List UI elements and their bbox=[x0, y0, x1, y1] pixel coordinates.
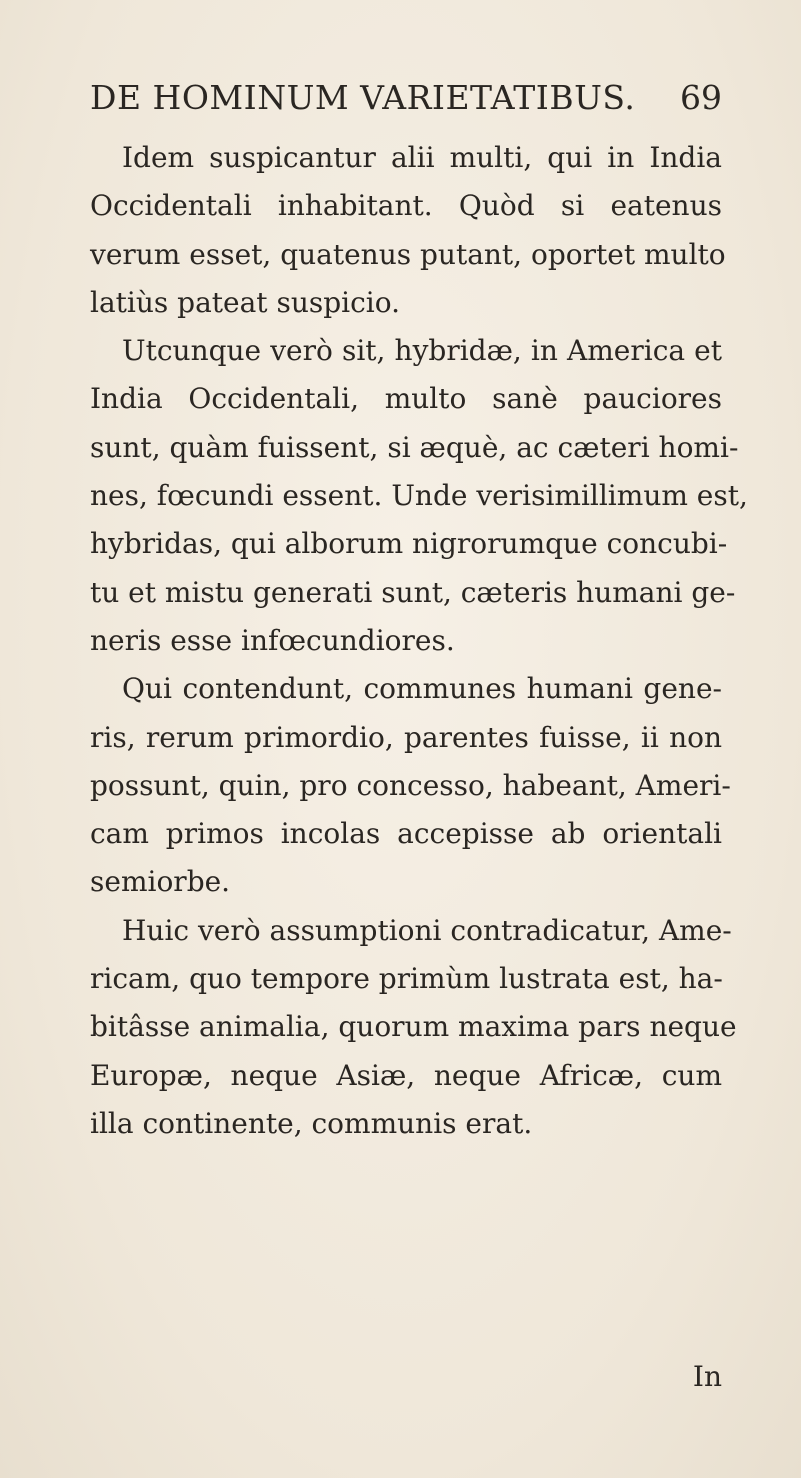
text-line: hybridas, qui alborum nigrorumque concubi- bbox=[90, 527, 728, 561]
text-line: Huic verò assumptioni contradicatur, Ame- bbox=[122, 913, 732, 947]
text-line: possunt, quin, pro concesso, habeant, Ameri- bbox=[90, 768, 731, 802]
body-text bbox=[90, 134, 748, 1148]
text-line: Occidentali inhabitant. Quòd si eatenus bbox=[90, 189, 722, 223]
text-line: ricam, quo tempore primùm lustrata est, ha- bbox=[90, 962, 723, 996]
text-line: tu et mistu generati sunt, cæteris humani ge- bbox=[90, 575, 736, 609]
text-line: verum esset, quatenus putant, oportet multo bbox=[90, 237, 726, 271]
text-line: bitâsse animalia, quorum maxima pars neque bbox=[90, 1010, 737, 1044]
running-title: DE HOMINUM VARIETATIBUS. bbox=[90, 78, 636, 117]
text-line: Qui contendunt, communes humani gene- bbox=[122, 672, 722, 706]
running-head bbox=[90, 78, 722, 128]
text-line: Europæ, neque Asiæ, neque Africæ, cum bbox=[90, 1058, 722, 1092]
text-line: ris, rerum primordio, parentes fuisse, ii non bbox=[90, 720, 722, 754]
text-line: semiorbe. bbox=[90, 865, 231, 899]
text-line: illa continente, communis erat. bbox=[90, 1106, 533, 1140]
text-line: India Occidentali, multo sanè pauciores bbox=[90, 382, 722, 416]
text-line: Idem suspicantur alii multi, qui in India bbox=[122, 141, 722, 174]
text-line: nes, fœcundi essent. Unde verisimillimum est, bbox=[90, 479, 748, 513]
page-number: 69 bbox=[680, 78, 722, 117]
text-line: sunt, quàm fuissent, si æquè, ac cæteri homi- bbox=[90, 430, 739, 464]
text-line: neris esse infœcundiores. bbox=[90, 623, 455, 657]
catchword: In bbox=[692, 1360, 722, 1393]
text-line: cam primos incolas accepisse ab orientali bbox=[90, 817, 722, 851]
text-line: Utcunque verò sit, hybridæ, in America et bbox=[122, 334, 722, 368]
text-line: latiùs pateat suspicio. bbox=[90, 285, 400, 319]
